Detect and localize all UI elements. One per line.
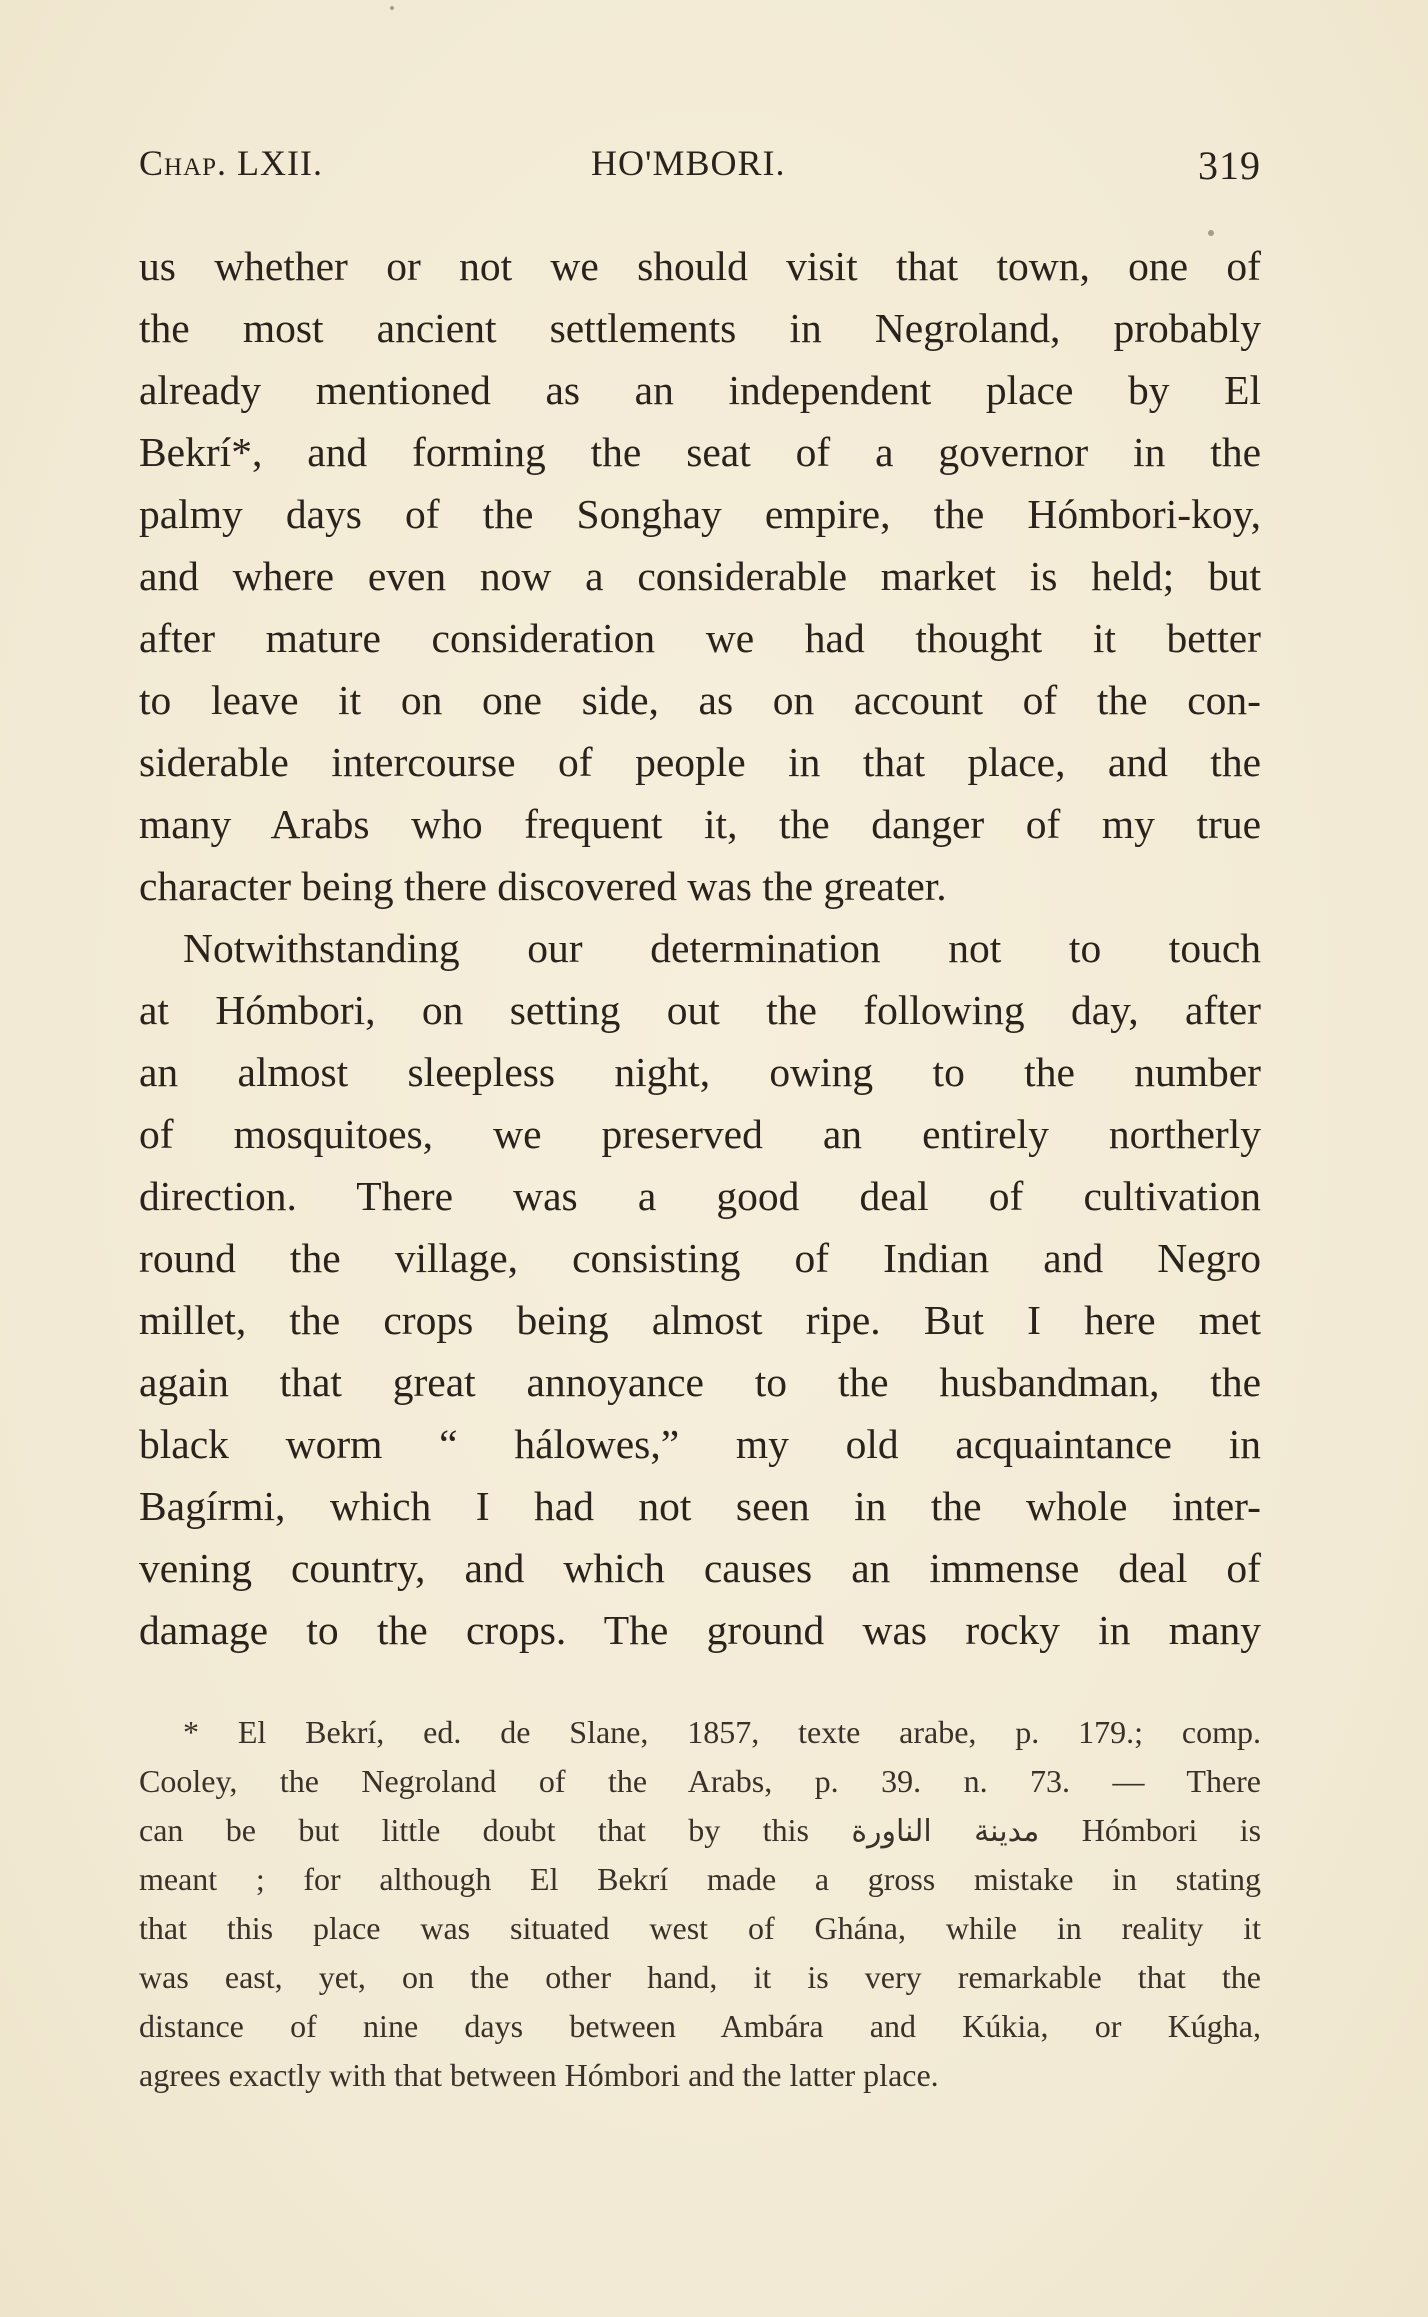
footnote-line: * El Bekrí, ed. de Slane, 1857, texte arabe, p. 179.; comp. bbox=[183, 1714, 1261, 1750]
arabic-word: مدينة bbox=[974, 1814, 1040, 1849]
text-line: character being there discovered was the greater. bbox=[139, 863, 947, 909]
text-line: Bekrí*, and forming the seat of a governor in the bbox=[139, 429, 1261, 475]
arabic-word: الناورة bbox=[851, 1814, 932, 1849]
footnote bbox=[139, 1708, 1261, 2100]
text-line: direction. There was a good deal of cultivation bbox=[139, 1173, 1261, 1219]
text-line: palmy days of the Songhay empire, the Hómbori-koy, bbox=[139, 491, 1261, 537]
text-line: after mature consideration we had thought it better bbox=[139, 615, 1261, 661]
running-title: HO'MBORI. bbox=[591, 143, 786, 183]
main-text bbox=[139, 235, 1261, 1661]
running-head bbox=[139, 142, 1261, 202]
text-line: us whether or not we should visit that town, one of bbox=[139, 243, 1261, 289]
footnote-text: Hómbori is bbox=[1081, 1812, 1262, 1848]
chapter-label: Chap. LXII. bbox=[139, 143, 323, 183]
footnote-line: was east, yet, on the other hand, it is very remarkable that the bbox=[139, 1959, 1261, 1995]
text-line: an almost sleepless night, owing to the number bbox=[139, 1049, 1261, 1095]
footnote-line-arabic bbox=[139, 1806, 1261, 1855]
text-line: millet, the crops being almost ripe. But I here met bbox=[139, 1297, 1261, 1343]
page-number: 319 bbox=[1198, 143, 1261, 188]
text-line: at Hómbori, on setting out the following day, after bbox=[139, 987, 1261, 1033]
text-line: siderable intercourse of people in that place, and the bbox=[139, 739, 1261, 785]
text-line: Notwithstanding our determination not to touch bbox=[183, 925, 1261, 971]
footnote-line: meant ; for although El Bekrí made a gross mistake in stating bbox=[139, 1861, 1261, 1897]
paper-speck bbox=[1208, 230, 1214, 236]
text-line: the most ancient settlements in Negroland, probably bbox=[139, 305, 1261, 351]
text-line: again that great annoyance to the husbandman, the bbox=[139, 1359, 1261, 1405]
footnote-line: distance of nine days between Ambára and Kúkia, or Kúgha, bbox=[139, 2008, 1261, 2044]
text-line: many Arabs who frequent it, the danger of my true bbox=[139, 801, 1261, 847]
text-line: and where even now a considerable market is held; but bbox=[139, 553, 1261, 599]
text-line: of mosquitoes, we preserved an entirely northerly bbox=[139, 1111, 1261, 1157]
text-line: damage to the crops. The ground was rocky in many bbox=[139, 1607, 1261, 1653]
footnote-text: can be but little doubt that by this bbox=[139, 1812, 809, 1848]
footnote-line: Cooley, the Negroland of the Arabs, p. 39. n. 73. — There bbox=[139, 1763, 1261, 1799]
paper-speck bbox=[390, 6, 394, 10]
text-line: black worm “ hálowes,” my old acquaintance in bbox=[139, 1421, 1261, 1467]
footnote-line: that this place was situated west of Ghána, while in reality it bbox=[139, 1910, 1261, 1946]
text-line: round the village, consisting of Indian and Negro bbox=[139, 1235, 1261, 1281]
text-line: to leave it on one side, as on account of the con- bbox=[139, 677, 1261, 723]
text-line: already mentioned as an independent place by El bbox=[139, 367, 1261, 413]
text-line: Bagírmi, which I had not seen in the whole inter- bbox=[139, 1483, 1261, 1529]
text-line: vening country, and which causes an immense deal of bbox=[139, 1545, 1261, 1591]
footnote-line: agrees exactly with that between Hómbori and the latter place. bbox=[139, 2057, 939, 2093]
